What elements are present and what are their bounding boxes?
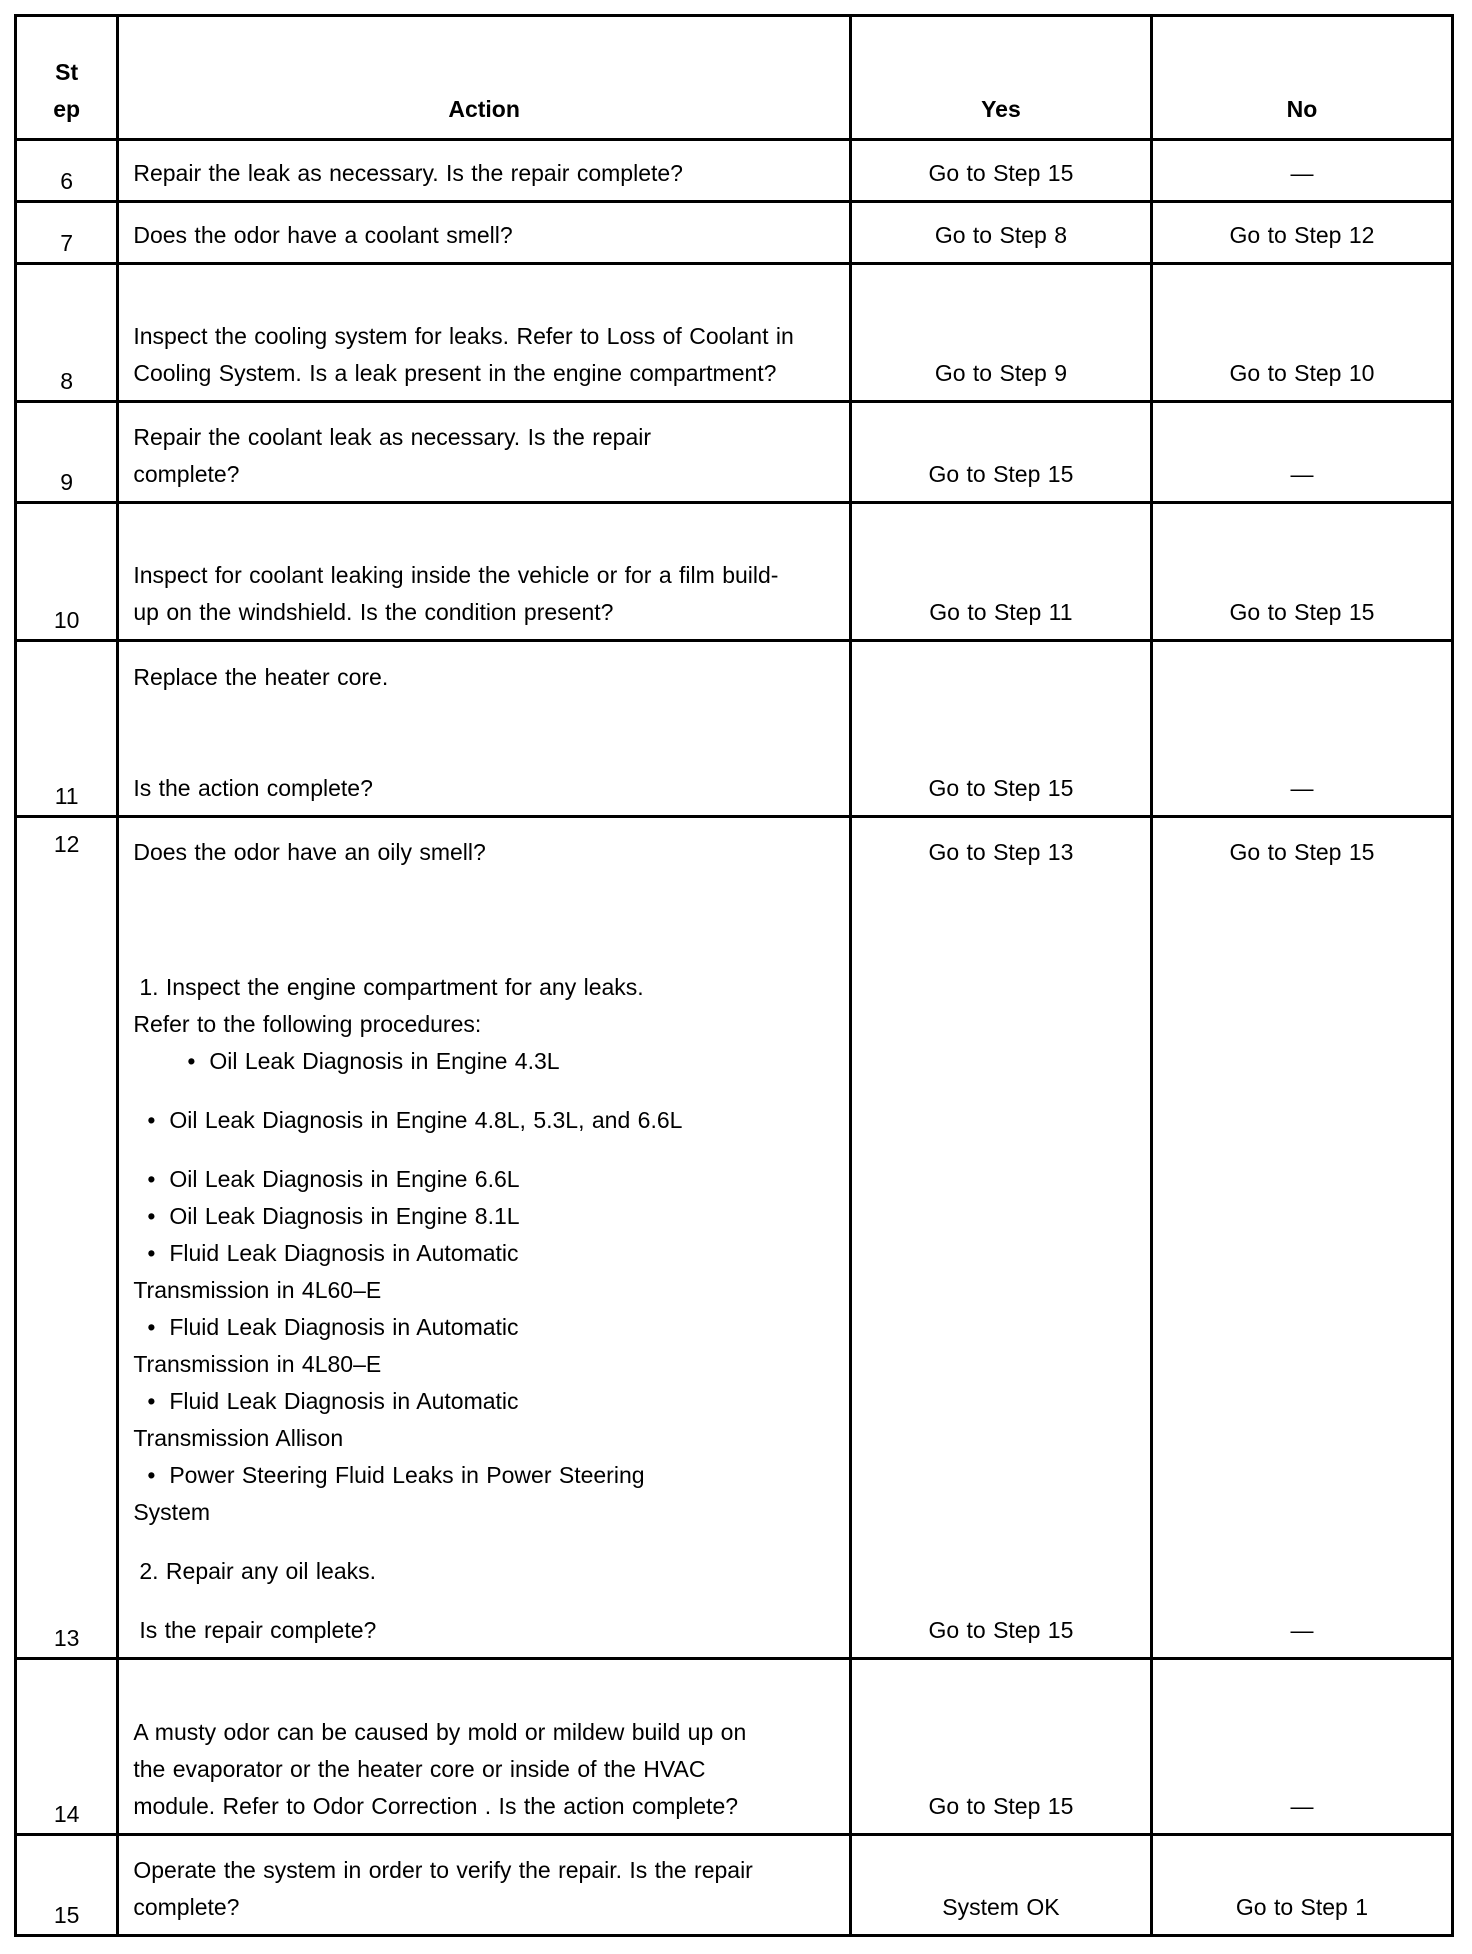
- step-action: Operate the system in order to verify the repair. Is the repair complete?: [118, 1835, 851, 1936]
- table-row: [16, 817, 1453, 879]
- step-number: 6: [16, 140, 118, 202]
- list-item: Transmission in 4L60–E: [133, 1277, 382, 1303]
- step-action: Does the odor have a coolant smell?: [118, 202, 851, 264]
- table-row: [16, 1835, 1453, 1936]
- step-number: 13: [16, 879, 118, 1659]
- table-row: [16, 1659, 1453, 1835]
- table-row: [16, 264, 1453, 402]
- step-number: 11: [16, 641, 118, 817]
- step-yes: Go to Step 15: [850, 641, 1151, 817]
- step-no: —: [1151, 879, 1452, 1659]
- step-number: 9: [16, 402, 118, 503]
- list-item: Refer to the following procedures:: [133, 1011, 482, 1037]
- list-item: Transmission in 4L80–E: [133, 1351, 382, 1377]
- table-row: [16, 140, 1453, 202]
- table-row: [16, 879, 1453, 1659]
- list-item: • Fluid Leak Diagnosis in Automatic: [133, 1383, 835, 1420]
- step-yes: Go to Step 15: [850, 879, 1151, 1659]
- step-no: Go to Step 1: [1151, 1835, 1452, 1936]
- step-yes: Go to Step 8: [850, 202, 1151, 264]
- step-number: 15: [16, 1835, 118, 1936]
- table-row: [16, 402, 1453, 503]
- step-action: Inspect for coolant leaking inside the vehicle or for a film build-up on the windshield. Is the condition present?: [118, 503, 851, 641]
- step-yes: Go to Step 11: [850, 503, 1151, 641]
- table-row: [16, 503, 1453, 641]
- header-row: [16, 16, 1453, 140]
- step-yes: Go to Step 15: [850, 1659, 1151, 1835]
- header-step: [16, 16, 118, 140]
- step-no: —: [1151, 140, 1452, 202]
- step-action: [118, 641, 851, 817]
- list-item: • Oil Leak Diagnosis in Engine 4.8L, 5.3L, and 6.6L: [133, 1102, 835, 1139]
- step-action: A musty odor can be caused by mold or mildew build up on the evaporator or the heater core or inside of the HVAC module. Refer to Odor Correction . Is the action complete?: [118, 1659, 851, 1835]
- header-no: No: [1151, 16, 1452, 140]
- step-number: 12: [16, 817, 118, 879]
- step-yes: Go to Step 9: [850, 264, 1151, 402]
- step-number: 7: [16, 202, 118, 264]
- list-item: • Oil Leak Diagnosis in Engine 4.3L: [133, 1043, 835, 1080]
- step-no: —: [1151, 641, 1452, 817]
- step-yes: Go to Step 15: [850, 140, 1151, 202]
- table-row: [16, 202, 1453, 264]
- step-action: Repair the leak as necessary. Is the repair complete?: [118, 140, 851, 202]
- list-item: Transmission Allison: [133, 1425, 344, 1451]
- step-action: [118, 879, 851, 1659]
- table-row: [16, 641, 1453, 817]
- step-number: 8: [16, 264, 118, 402]
- list-item: 1. Inspect the engine compartment for any leaks.: [139, 974, 644, 1000]
- list-item: • Fluid Leak Diagnosis in Automatic: [133, 1235, 835, 1272]
- list-item: • Fluid Leak Diagnosis in Automatic: [133, 1309, 835, 1346]
- list-item: • Oil Leak Diagnosis in Engine 8.1L: [133, 1198, 835, 1235]
- list-item: 2. Repair any oil leaks.: [139, 1558, 377, 1584]
- action-line: Is the action complete?: [133, 775, 373, 801]
- step-no: Go to Step 10: [1151, 264, 1452, 402]
- diagnostic-table: [14, 14, 1454, 1937]
- list-item: • Oil Leak Diagnosis in Engine 6.6L: [133, 1161, 835, 1198]
- list-item: Is the repair complete?: [139, 1617, 377, 1643]
- step-number: 10: [16, 503, 118, 641]
- action-line: Replace the heater core.: [133, 664, 389, 690]
- step-yes: Go to Step 15: [850, 402, 1151, 503]
- step-action: Does the odor have an oily smell?: [118, 817, 851, 879]
- header-action: Action: [118, 16, 851, 140]
- step-no: Go to Step 15: [1151, 817, 1452, 879]
- step-action: Inspect the cooling system for leaks. Refer to Loss of Coolant in Cooling System. Is a leak present in the engine compartment?: [118, 264, 851, 402]
- step-no: Go to Step 12: [1151, 202, 1452, 264]
- step-action: Repair the coolant leak as necessary. Is the repair complete?: [118, 402, 851, 503]
- list-item: • Power Steering Fluid Leaks in Power Steering: [133, 1457, 835, 1494]
- step-yes: Go to Step 13: [850, 817, 1151, 879]
- step-yes: System OK: [850, 1835, 1151, 1936]
- step-no: Go to Step 15: [1151, 503, 1452, 641]
- header-yes: Yes: [850, 16, 1151, 140]
- header-step-label: St ep: [53, 59, 81, 122]
- step-no: —: [1151, 1659, 1452, 1835]
- step-no: —: [1151, 402, 1452, 503]
- list-item: System: [133, 1499, 211, 1525]
- step-number: 14: [16, 1659, 118, 1835]
